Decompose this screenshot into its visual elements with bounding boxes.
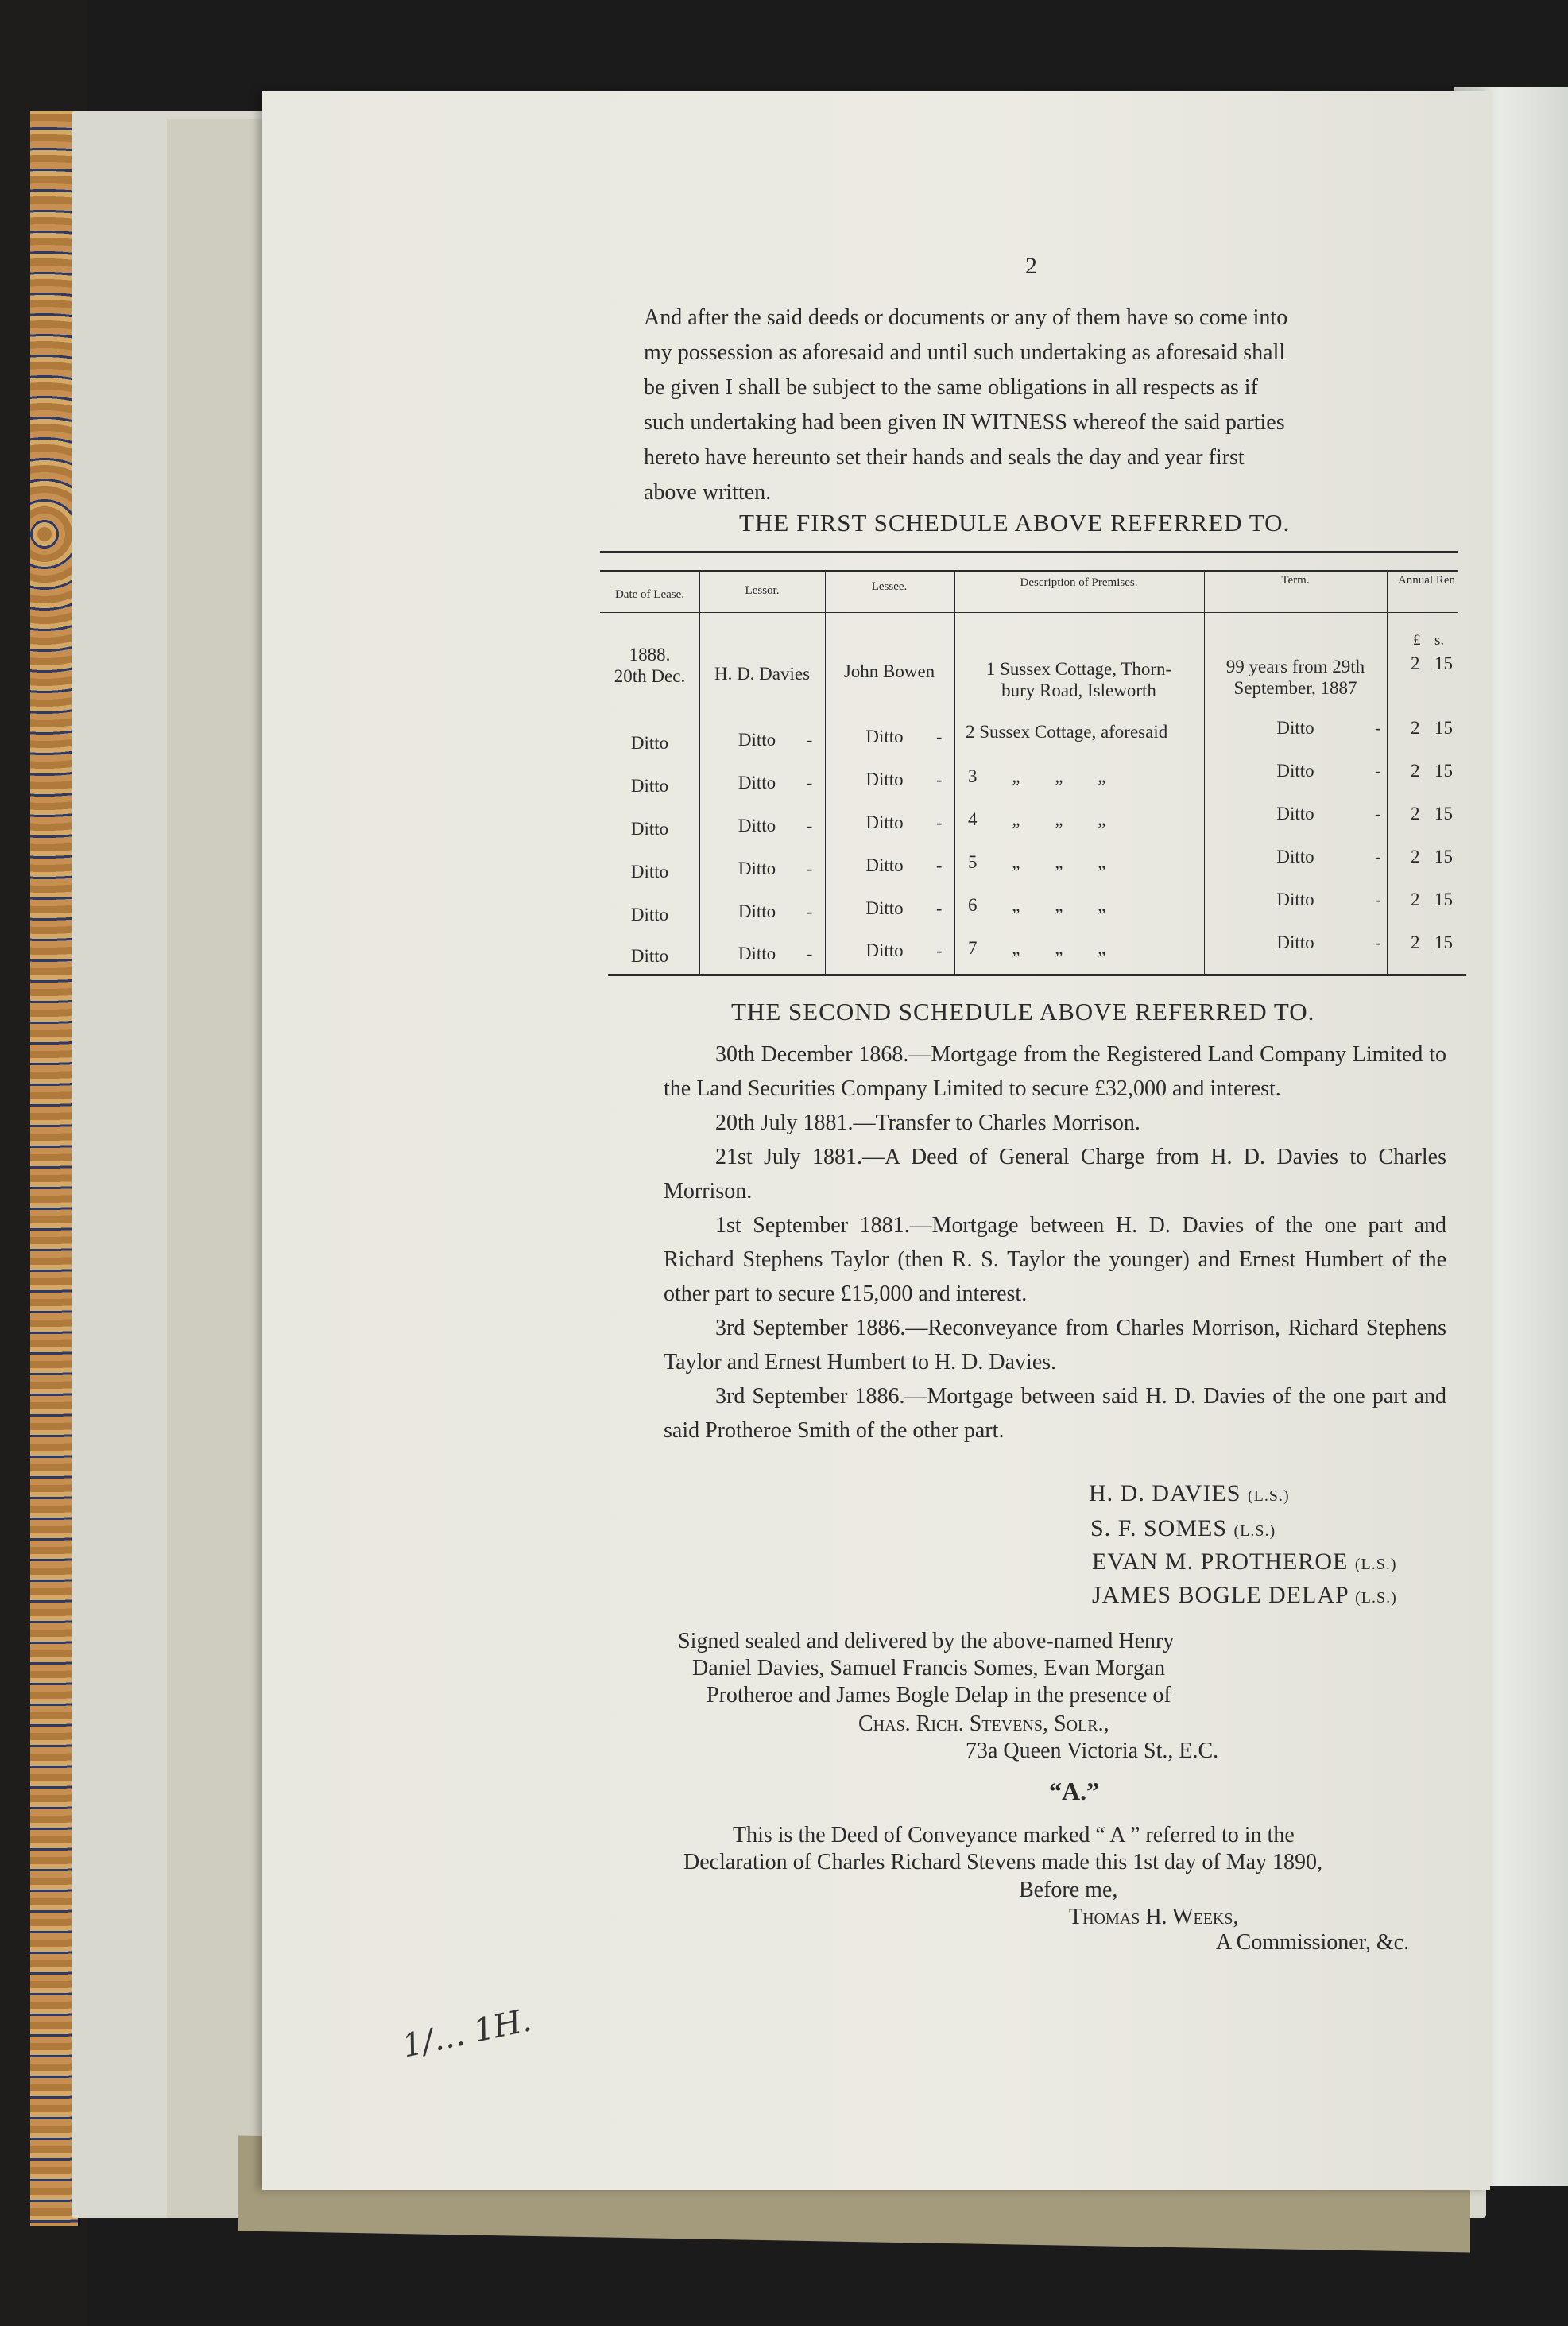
dash-mark: - bbox=[936, 855, 943, 875]
schedule-entry: 3rd September 1886.—Mortgage between said H. D. Davies of the one part and said Protheroe Smith of the other part. bbox=[664, 1384, 1446, 1443]
paragraph-line: be given I shall be subject to the same obligations in all respects as if bbox=[644, 375, 1258, 400]
signatory bbox=[1092, 1549, 1396, 1576]
second-schedule-heading: THE SECOND SCHEDULE ABOVE REFERRED TO. bbox=[731, 998, 1315, 1025]
table-cell-lessee: Ditto bbox=[865, 812, 904, 832]
seal-mark: (L.S.) bbox=[1247, 1487, 1290, 1505]
table-cell-lessee: Ditto bbox=[865, 940, 904, 960]
table-top-rule-2 bbox=[600, 570, 1458, 572]
exhibit-note-line: This is the Deed of Conveyance marked “ A ” referred to in the bbox=[733, 1823, 1295, 1847]
dash-mark: - bbox=[1375, 932, 1381, 952]
table-cell-description: 6 „ „ „ bbox=[968, 895, 1106, 915]
dash-mark: - bbox=[936, 898, 943, 918]
table-cell-description: 3 „ „ „ bbox=[968, 766, 1106, 786]
table-cell-lessor: H. D. Davies bbox=[714, 664, 811, 684]
table-cell-lessee: Ditto bbox=[865, 898, 904, 918]
table-cell-pounds: 2 bbox=[1411, 890, 1420, 909]
table-cell-shillings: 15 bbox=[1434, 653, 1453, 673]
column-header: Description of Premises. bbox=[1020, 576, 1138, 589]
table-cell-lessee: Ditto bbox=[865, 727, 904, 746]
table-cell-shillings: 15 bbox=[1434, 847, 1453, 866]
table-cell-shillings: 15 bbox=[1434, 932, 1453, 952]
signatory bbox=[1090, 1515, 1276, 1542]
dash-mark: - bbox=[936, 940, 943, 960]
dash-mark: - bbox=[936, 770, 943, 789]
paragraph-line: hereto have hereunto set their hands and seals the day and year first bbox=[644, 445, 1245, 470]
signatory-name: H. D. DAVIES bbox=[1089, 1480, 1241, 1506]
column-header: Lessor. bbox=[745, 584, 780, 597]
dash-mark: - bbox=[807, 730, 813, 750]
table-cell-term: Ditto bbox=[1276, 804, 1314, 824]
table-cell-term: Ditto bbox=[1276, 847, 1314, 866]
table-cell-description: 7 „ „ „ bbox=[968, 938, 1106, 958]
table-cell-pounds: 2 bbox=[1411, 761, 1420, 781]
table-cell-term: Ditto bbox=[1276, 718, 1314, 738]
signatory-name: EVAN M. PROTHEROE bbox=[1092, 1549, 1349, 1575]
table-cell-description: 2 Sussex Cottage, aforesaid bbox=[966, 722, 1168, 742]
column-header: Term. bbox=[1281, 574, 1310, 587]
table-cell-description: 4 „ „ „ bbox=[968, 809, 1106, 829]
table-cell-shillings: 15 bbox=[1434, 804, 1453, 824]
witness-address: 73a Queen Victoria St., E.C. bbox=[966, 1739, 1219, 1763]
dash-mark: - bbox=[1375, 804, 1381, 824]
attestation-clause bbox=[678, 1628, 1174, 1709]
table-cell-lessee: Ditto bbox=[865, 855, 904, 875]
paragraph-line: such undertaking had been given IN WITNESS whereof the said parties bbox=[644, 410, 1285, 435]
first-schedule-heading: THE FIRST SCHEDULE ABOVE REFERRED TO. bbox=[739, 509, 1291, 537]
dash-mark: - bbox=[807, 773, 813, 793]
table-cell-pounds: 2 bbox=[1411, 847, 1420, 866]
dash-mark: - bbox=[1375, 890, 1381, 909]
dash-mark: - bbox=[807, 859, 813, 878]
paragraph-line: above written. bbox=[644, 480, 772, 505]
column-divider bbox=[954, 571, 955, 975]
table-cell-pounds: 2 bbox=[1411, 718, 1420, 738]
table-cell-description: 5 „ „ „ bbox=[968, 852, 1106, 872]
table-cell-shillings: 15 bbox=[1434, 890, 1453, 909]
table-cell-date: Ditto bbox=[630, 733, 669, 753]
table-cell-date: Ditto bbox=[630, 905, 669, 925]
paragraph-line: And after the said deeds or documents or any of them have so come into bbox=[644, 305, 1288, 330]
dash-mark: - bbox=[936, 727, 943, 746]
currency-header-pounds: £ bbox=[1413, 632, 1421, 649]
schedule-entry: 1st September 1881.—Mortgage between H. D. Davies of the one part and Richard Stephens Taylor (then R. S. Taylor the younger) and Ernest Humbert of the other part to secure £15,000 and interest. bbox=[664, 1213, 1446, 1306]
table-cell-lessor: Ditto bbox=[738, 730, 776, 750]
table-cell-term: Ditto bbox=[1276, 932, 1314, 952]
commissioner-name: Thomas H. Weeks, bbox=[1069, 1905, 1239, 1929]
signatory-name: S. F. SOMES bbox=[1090, 1515, 1228, 1541]
dash-mark: - bbox=[1375, 847, 1381, 866]
exhibit-mark: “A.” bbox=[1049, 1777, 1100, 1805]
attestation-line: Protheroe and James Bogle Delap in the presence of bbox=[707, 1683, 1171, 1708]
table-cell-term: Ditto bbox=[1276, 761, 1314, 781]
dash-mark: - bbox=[807, 944, 813, 963]
signatory bbox=[1089, 1480, 1290, 1507]
table-cell-pounds: 2 bbox=[1411, 653, 1420, 673]
dash-mark: - bbox=[1375, 761, 1381, 781]
schedule-entry: 30th December 1868.—Mortgage from the Registered Land Company Limited to the Land Securities Company Limited to secure £32,000 and interest. bbox=[664, 1042, 1446, 1101]
seal-mark: (L.S.) bbox=[1233, 1522, 1276, 1540]
schedule-entry: 20th July 1881.—Transfer to Charles Morrison. bbox=[715, 1111, 1140, 1135]
table-cell-date: Ditto bbox=[630, 819, 669, 839]
attestation-line: Daniel Davies, Samuel Francis Somes, Evan Morgan bbox=[692, 1656, 1166, 1681]
column-header: Annual Ren bbox=[1397, 574, 1456, 587]
dash-mark: - bbox=[936, 812, 943, 832]
schedule-entry: 3rd September 1886.—Reconveyance from Charles Morrison, Richard Stephens Taylor and Ernest Humbert to H. D. Davies. bbox=[664, 1316, 1446, 1374]
table-cell-description: 1 Sussex Cottage, Thorn- bury Road, Isleworth bbox=[985, 659, 1172, 700]
table-bottom-rule bbox=[608, 974, 1466, 976]
column-header: Date of Lease. bbox=[614, 588, 685, 601]
table-cell-lessee: Ditto bbox=[865, 770, 904, 789]
attestation-line: Signed sealed and delivered by the above-named Henry bbox=[678, 1629, 1175, 1653]
dash-mark: - bbox=[807, 816, 813, 835]
table-cell-lessor: Ditto bbox=[738, 901, 776, 921]
seal-mark: (L.S.) bbox=[1354, 1556, 1397, 1573]
table-cell-lessor: Ditto bbox=[738, 816, 776, 835]
table-cell-shillings: 15 bbox=[1434, 761, 1453, 781]
table-cell-lessee: John Bowen bbox=[843, 661, 935, 681]
signatory bbox=[1092, 1582, 1397, 1609]
witness-name: Chas. Rich. Stevens, Solr., bbox=[858, 1712, 1109, 1736]
before-me: Before me, bbox=[1019, 1878, 1118, 1902]
table-cell-term: 99 years from 29th September, 1887 bbox=[1225, 657, 1365, 698]
dash-mark: - bbox=[807, 901, 813, 921]
opening-paragraph bbox=[644, 300, 1438, 510]
table-cell-date: Ditto bbox=[630, 776, 669, 796]
table-cell-lessor: Ditto bbox=[738, 944, 776, 963]
table-top-rule bbox=[600, 551, 1458, 553]
dash-mark: - bbox=[1375, 718, 1381, 738]
exhibit-note bbox=[683, 1822, 1322, 1876]
schedule-entry: 21st July 1881.—A Deed of General Charge from H. D. Davies to Charles Morrison. bbox=[664, 1145, 1446, 1204]
handwritten-mark: 1/… 1H. bbox=[399, 2002, 535, 2065]
table-header-rule bbox=[600, 612, 1458, 613]
paragraph-line: my possession as aforesaid and until such undertaking as aforesaid shall bbox=[644, 340, 1286, 365]
exhibit-note-line: Declaration of Charles Richard Stevens made this 1st day of May 1890, bbox=[683, 1850, 1323, 1874]
table-cell-pounds: 2 bbox=[1411, 932, 1420, 952]
table-cell-pounds: 2 bbox=[1411, 804, 1420, 824]
table-cell-date: Ditto bbox=[630, 946, 669, 966]
currency-header-shillings: s. bbox=[1434, 632, 1445, 649]
second-schedule-entries bbox=[664, 1037, 1446, 1448]
commissioner-title: A Commissioner, &c. bbox=[1216, 1930, 1410, 1955]
page-number: 2 bbox=[1025, 253, 1037, 279]
table-cell-date: 1888. 20th Dec. bbox=[614, 645, 686, 686]
table-cell-shillings: 15 bbox=[1434, 718, 1453, 738]
seal-mark: (L.S.) bbox=[1355, 1589, 1397, 1607]
table-cell-term: Ditto bbox=[1276, 890, 1314, 909]
signatory-name: JAMES BOGLE DELAP bbox=[1092, 1582, 1349, 1608]
table-cell-date: Ditto bbox=[630, 862, 669, 882]
column-divider bbox=[1387, 571, 1388, 975]
table-cell-lessor: Ditto bbox=[738, 859, 776, 878]
column-header: Lessee. bbox=[871, 580, 908, 593]
table-cell-lessor: Ditto bbox=[738, 773, 776, 793]
